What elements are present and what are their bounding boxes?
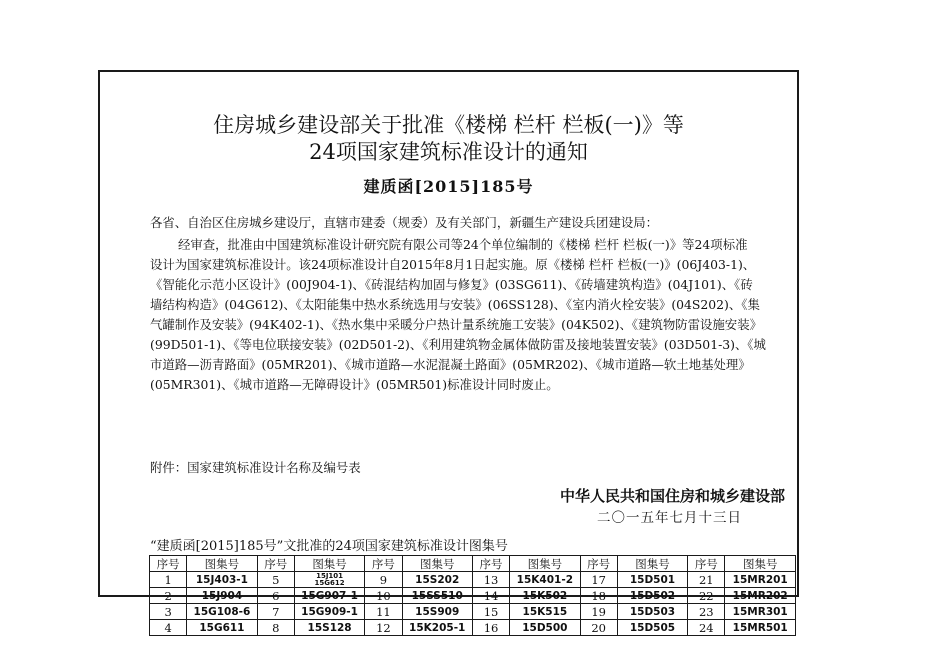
atlas-code: 15S128 xyxy=(294,620,364,636)
atlas-code: 15D500 xyxy=(510,620,580,636)
atlas-code: 15J904 xyxy=(187,588,257,604)
row-number: 8 xyxy=(257,620,294,636)
row-number: 18 xyxy=(580,588,617,604)
salutation: 各省、自治区住房城乡建设厅，直辖市建委（规委）及有关部门，新疆生产建设兵团建设局： xyxy=(150,215,659,230)
row-number: 14 xyxy=(472,588,509,604)
header-no: 序号 xyxy=(150,556,187,572)
header-no: 序号 xyxy=(257,556,294,572)
atlas-code: 15K205-1 xyxy=(402,620,472,636)
row-number: 23 xyxy=(688,604,725,620)
atlas-code: 15K502 xyxy=(510,588,580,604)
row-number: 22 xyxy=(688,588,725,604)
row-number: 10 xyxy=(365,588,402,604)
atlas-code: 15J403-1 xyxy=(187,572,257,588)
header-code: 图集号 xyxy=(294,556,364,572)
row-number: 3 xyxy=(150,604,187,620)
atlas-code: 15S909 xyxy=(402,604,472,620)
body-line: (99D501-1)、《等电位联接安装》(02D501-2)、《利用建筑物金属体做防雷及接地装置安装》(03D501-3)、《城 xyxy=(150,337,766,352)
atlas-code: 15MR201 xyxy=(725,572,796,588)
row-number: 5 xyxy=(257,572,294,588)
row-number: 4 xyxy=(150,620,187,636)
atlas-code: 15K401-2 xyxy=(510,572,580,588)
row-number: 13 xyxy=(472,572,509,588)
header-no: 序号 xyxy=(580,556,617,572)
body-line: 经审查，批准由中国建筑标准设计研究院有限公司等24个单位编制的《楼梯 栏杆 栏板(一)》等24项标准 xyxy=(178,237,748,252)
row-number: 11 xyxy=(365,604,402,620)
body-line: 《智能化示范小区设计》(00J904-1)、《砖混结构加固与修复》(03SG611)、《砖墙建筑构造》(04J101)、《砖 xyxy=(150,277,753,292)
notice-title-line2: 24项国家建筑标准设计的通知 xyxy=(309,140,588,164)
header-code: 图集号 xyxy=(510,556,580,572)
table-caption: “建质函[2015]185号”文批准的24项国家建筑标准设计图集号 xyxy=(150,539,508,554)
notice-body xyxy=(150,235,802,395)
atlas-code: 15MR501 xyxy=(725,620,796,636)
body-line: 市道路—沥青路面》(05MR201)、《城市道路—水泥混凝土路面》(05MR202)、《城市道路—软土地基处理》 xyxy=(150,357,751,372)
atlas-code: 15G611 xyxy=(187,620,257,636)
atlas-number-table xyxy=(149,555,796,636)
atlas-code: 15MR301 xyxy=(725,604,796,620)
header-code: 图集号 xyxy=(725,556,796,572)
row-number: 1 xyxy=(150,572,187,588)
table-row xyxy=(150,572,796,588)
row-number: 6 xyxy=(257,588,294,604)
notice-frame xyxy=(98,70,799,635)
body-line: 设计为国家建筑标准设计。该24项标准设计自2015年8月1日起实施。原《楼梯 栏杆 栏板(一)》(06J403-1)、 xyxy=(150,257,756,272)
issue-date: 二〇一五年七月十三日 xyxy=(597,510,742,526)
atlas-code: 15G907-1 xyxy=(294,588,364,604)
row-number: 7 xyxy=(257,604,294,620)
atlas-code: 15D503 xyxy=(617,604,687,620)
notice-title-line1: 住房城乡建设部关于批准《楼梯 栏杆 栏板(一)》等 xyxy=(213,113,684,137)
header-code: 图集号 xyxy=(617,556,687,572)
atlas-code: 15K515 xyxy=(510,604,580,620)
header-no: 序号 xyxy=(472,556,509,572)
header-no: 序号 xyxy=(688,556,725,572)
atlas-code: 15G909-1 xyxy=(294,604,364,620)
table-row xyxy=(150,604,796,620)
atlas-code-line: 15G612 xyxy=(314,578,345,587)
atlas-code: 15D505 xyxy=(617,620,687,636)
row-number: 24 xyxy=(688,620,725,636)
document-number: 建质函[2015]185号 xyxy=(363,177,534,196)
atlas-code-double xyxy=(294,572,364,588)
table-row xyxy=(150,588,796,604)
header-code: 图集号 xyxy=(402,556,472,572)
row-number: 12 xyxy=(365,620,402,636)
row-number: 21 xyxy=(688,572,725,588)
header-no: 序号 xyxy=(365,556,402,572)
atlas-code: 15G108-6 xyxy=(187,604,257,620)
row-number: 17 xyxy=(580,572,617,588)
row-number: 16 xyxy=(472,620,509,636)
atlas-code: 15D502 xyxy=(617,588,687,604)
row-number: 9 xyxy=(365,572,402,588)
atlas-code: 15SS510 xyxy=(402,588,472,604)
attachment-note: 附件：国家建筑标准设计名称及编号表 xyxy=(150,460,361,475)
atlas-code: 15S202 xyxy=(402,572,472,588)
row-number: 20 xyxy=(580,620,617,636)
table-header-row xyxy=(150,556,796,572)
row-number: 19 xyxy=(580,604,617,620)
atlas-code: 15MR202 xyxy=(725,588,796,604)
table-row xyxy=(150,620,796,636)
row-number: 15 xyxy=(472,604,509,620)
row-number: 2 xyxy=(150,588,187,604)
issuing-authority: 中华人民共和国住房和城乡建设部 xyxy=(559,487,785,505)
atlas-code: 15D501 xyxy=(617,572,687,588)
body-line: 墙结构构造》(04G612)、《太阳能集中热水系统选用与安装》(06SS128)、《室内消火栓安装》(04S202)、《集 xyxy=(150,297,760,312)
body-line: (05MR301)、《城市道路—无障碍设计》(05MR501)标准设计同时废止。 xyxy=(150,377,559,392)
header-code: 图集号 xyxy=(187,556,257,572)
body-line: 气罐制作及安装》(94K402-1)、《热水集中采暖分户热计量系统施工安装》(04K502)、《建筑物防雷设施安装》 xyxy=(150,317,762,332)
atlas-code-line: 15J101 xyxy=(316,571,344,580)
